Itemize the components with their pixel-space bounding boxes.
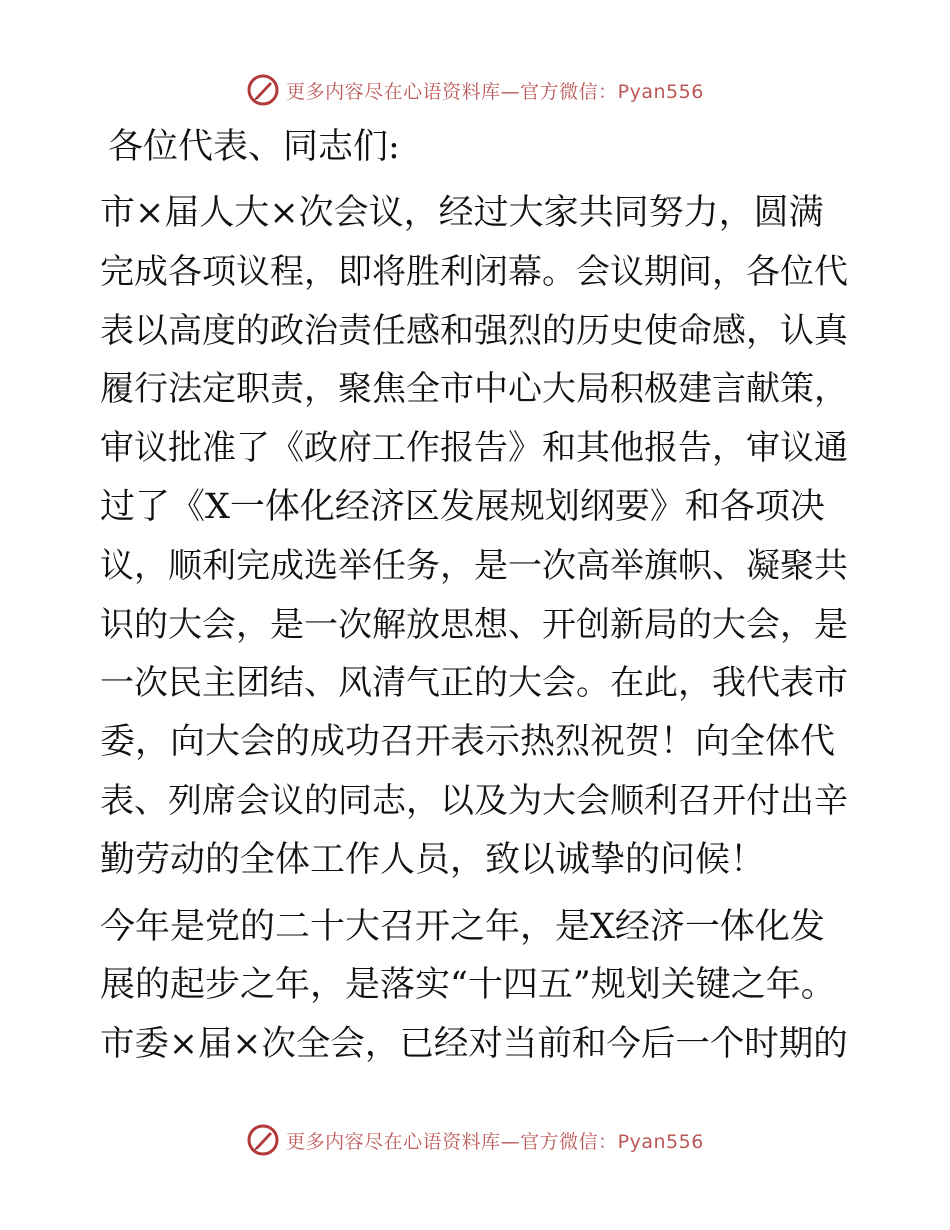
text-line: 委，向大会的成功召开表示热烈祝贺！向全体代: [100, 722, 836, 763]
watermark-bottom: [0, 1120, 950, 1160]
text-line: 议，顺利完成选举任务，是一次高举旗帜、凝聚共: [100, 545, 848, 586]
greeting: 各位代表、同志们:: [108, 127, 400, 167]
watermark-text: 更多内容尽在心语资料库—官方微信：Pyan556: [286, 1130, 704, 1153]
text-line: 识的大会，是一次解放思想、开创新局的大会，是: [100, 604, 848, 645]
text-line: 市委×届×次全会，已经对当前和今后一个时期的: [100, 1024, 848, 1065]
text-line: 今年是党的二十大召开之年，是X经济一体化发: [100, 906, 825, 947]
text-line: 表以高度的政治责任感和强烈的历史使命感，认真: [100, 310, 848, 351]
document-body: [100, 118, 852, 1082]
watermark-text: 更多内容尽在心语资料库—官方微信：Pyan556: [286, 80, 704, 103]
quill-logo-icon: [246, 1123, 280, 1157]
watermark-top: [0, 70, 950, 110]
text-line: 勤劳动的全体工作人员，致以诚挚的问候！: [100, 839, 766, 880]
paragraph-2: [100, 898, 852, 1074]
text-line: 表、列席会议的同志，以及为大会顺利召开付出辛: [100, 780, 848, 821]
text-line: 市×届人大×次会议，经过大家共同努力，圆满: [100, 193, 824, 233]
text-line: 审议批准了《政府工作报告》和其他报告，审议通: [100, 428, 848, 469]
paragraph-1: [100, 184, 852, 890]
text-line: 履行法定职责，聚焦全市中心大局积极建言献策，: [100, 369, 848, 410]
text-line: 过了《X一体化经济区发展规划纲要》和各项决: [100, 486, 825, 527]
text-line: 一次民主团结、风清气正的大会。在此，我代表市: [100, 663, 848, 704]
text-line: 完成各项议程，即将胜利闭幕。会议期间，各位代: [100, 251, 848, 292]
quill-logo-icon: [246, 73, 280, 107]
text-line: 展的起步之年，是落实“十四五”规划关键之年。: [100, 965, 836, 1006]
